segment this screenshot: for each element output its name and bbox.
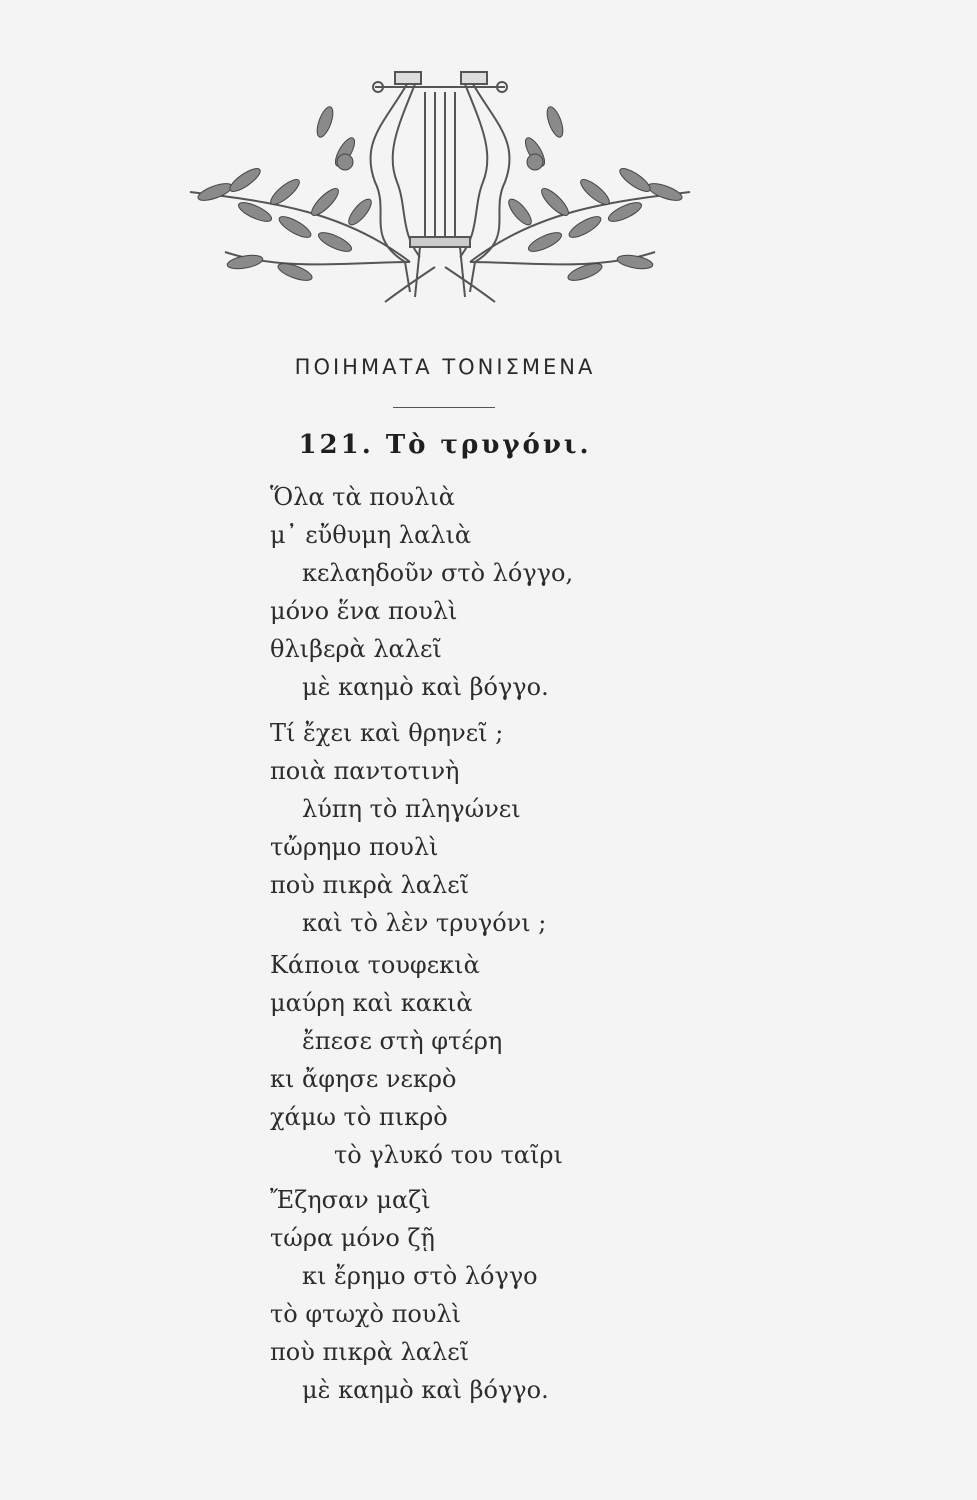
title-divider: [393, 407, 495, 408]
poem-line: τὸ φτωχὸ πουλὶ: [270, 1300, 462, 1328]
poem-line: κελαηδοῦν στὸ λόγγο,: [302, 559, 574, 587]
poem-line: τώρα μόνο ζῇ: [270, 1224, 435, 1252]
poem-line: Τί ἔχει καὶ θρηνεῖ ;: [270, 719, 504, 747]
poem-line: χάμω τὸ πικρὸ: [270, 1103, 448, 1131]
poem-line: Κάποια τουφεκιὰ: [270, 951, 480, 979]
lyre-with-laurel-branches-icon: [185, 62, 695, 322]
poem-line: κι ἄφησε νεκρὸ: [270, 1065, 457, 1093]
poem-line: θλιβερὰ λαλεῖ: [270, 635, 442, 663]
section-title: ΠΟΙΗΜΑΤΑ ΤΟΝΙΣΜΕΝΑ: [294, 355, 596, 379]
poem-line: μὲ καημὸ καὶ βόγγο.: [302, 1376, 549, 1404]
poem-line: μαύρη καὶ κακιὰ: [270, 989, 473, 1017]
poem-line: ἔπεσε στὴ φτέρη: [302, 1027, 503, 1055]
poem-line: ποὺ πικρὰ λαλεῖ: [270, 871, 470, 899]
poem-line: μ᾽ εὔθυμη λαλιὰ: [270, 521, 472, 549]
poem-line: καὶ τὸ λὲν τρυγόνι ;: [302, 909, 547, 937]
poem-line: Ἔζησαν μαζὶ: [270, 1186, 431, 1214]
poem-line: μὲ καημὸ καὶ βόγγο.: [302, 673, 549, 701]
poem-line: λύπη τὸ πληγώνει: [302, 795, 521, 823]
poem-line: μόνο ἕνα πουλὶ: [270, 597, 458, 625]
poem-line: Ὅλα τὰ πουλιὰ: [270, 483, 455, 511]
poem-heading: 121. Τὸ τρυγόνι.: [298, 430, 592, 460]
poem-line: τὤρημο πουλὶ: [270, 833, 439, 861]
poem-line: κι ἔρημο στὸ λόγγο: [302, 1262, 538, 1290]
poem-line: ποὺ πικρὰ λαλεῖ: [270, 1338, 470, 1366]
poem-line: ποιὰ παντοτινὴ: [270, 757, 460, 785]
poem-line: τὸ γλυκό του ταῖρι: [334, 1141, 563, 1169]
